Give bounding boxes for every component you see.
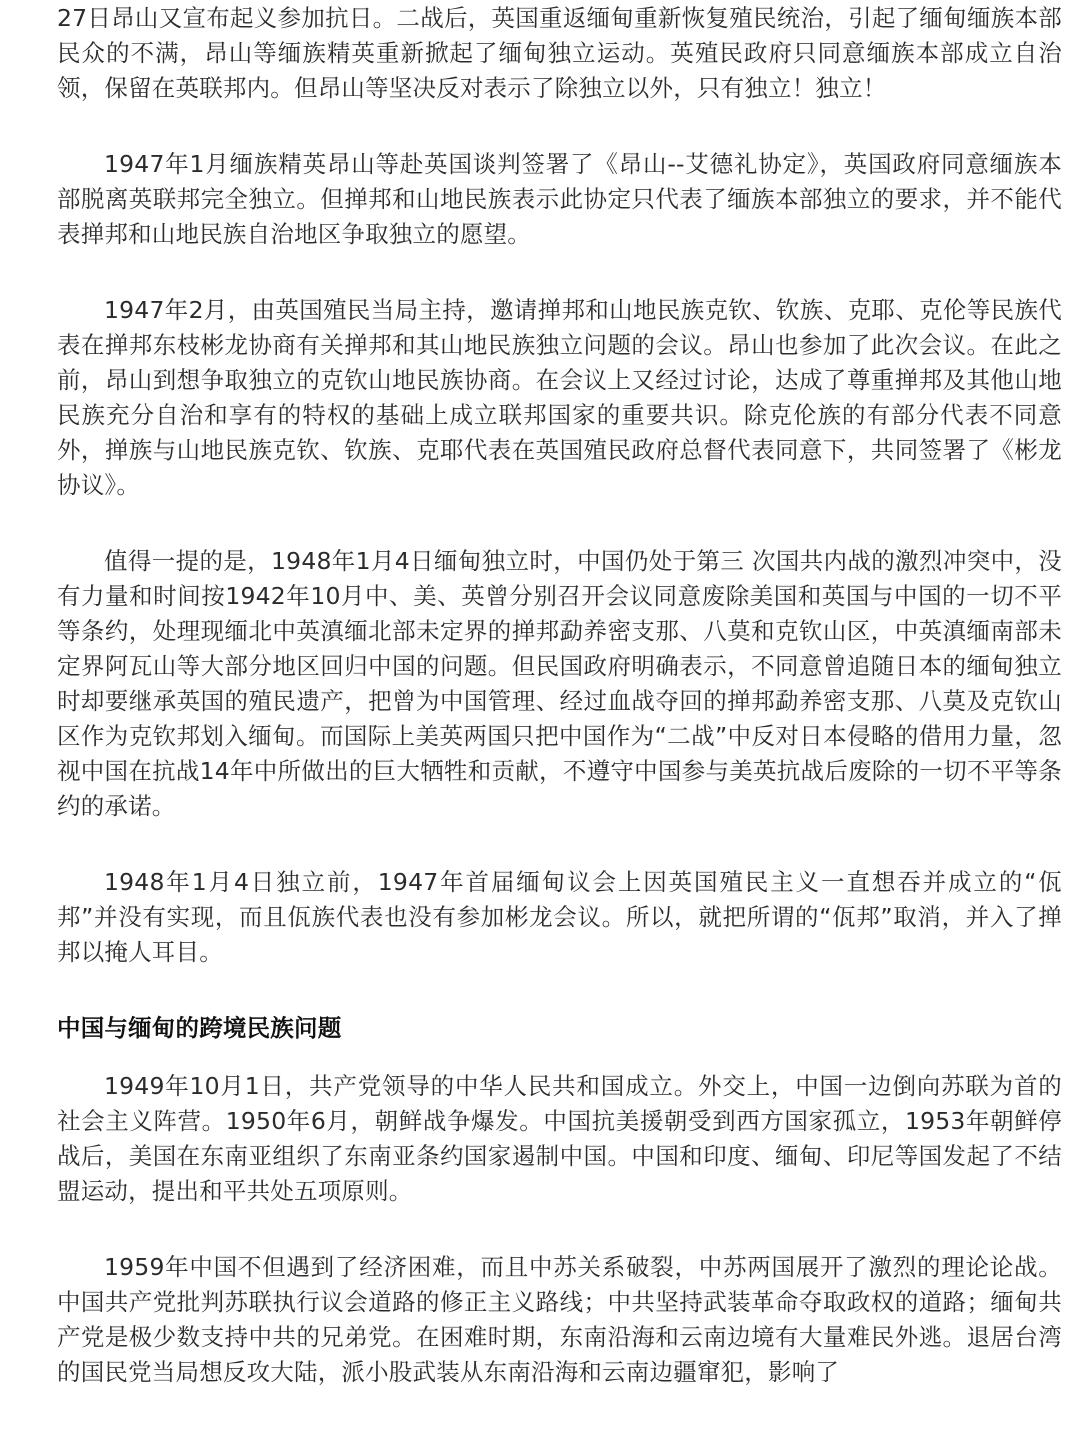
paragraph-wa-state: 1948年1月4日独立前，1947年首届缅甸议会上因英国殖民主义一直想吞并成立的“佤邦”并没有实现，而且佤族代表也没有参加彬龙会议。所以，就把所谓的“佤邦”取消，并入了掸邦以掩人耳目。	[57, 868, 1062, 966]
paragraph-prc-founding: 1949年10月1日，共产党领导的中华人民共和国成立。外交上，中国一边倒向苏联为首的社会主义阵营。1950年6月，朝鲜战争爆发。中国抗美援朝受到西方国家孤立，1953年朝鲜停战后，美国在东南亚组织了东南亚条约国家遏制中国。中国和印度、缅甸、印尼等国发起了不结盟运动，提出和平共处五项原则。	[57, 1072, 1062, 1205]
paragraph-aung-san-attlee-agreement: 1947年1月缅族精英昂山等赴英国谈判签署了《昂山--艾德礼协定》，英国政府同意缅族本部脱离英联邦完全独立。但掸邦和山地民族表示此协定只代表了缅族本部独立的要求，并不能代表掸邦和山地民族自治地区争取独立的愿望。	[57, 150, 1062, 248]
paragraph-panglong-conference: 1947年2月，由英国殖民当局主持，邀请掸邦和山地民族克钦、钦族、克耶、克伦等民族代表在掸邦东枝彬龙协商有关掸邦和其山地民族独立问题的会议。昂山也参加了此次会议。在此之前，昂山到想争取独立的克钦山地民族协商。在会议上又经过讨论，达成了尊重掸邦及其他山地民族充分自治和享有的特权的基础上成立联邦国家的重要共识。除克伦族的有部分代表不同意外，掸族与山地民族克钦、钦族、克耶代表在英国殖民政府总督代表同意下，共同签署了《彬龙协议》。	[57, 296, 1062, 499]
section-heading: 中国与缅甸的跨境民族问题	[57, 1014, 342, 1042]
paragraph-china-civil-war-context: 值得一提的是，1948年1月4日缅甸独立时，中国仍处于第三 次国共内战的激烈冲突中，没有力量和时间按1942年10月中、美、英曾分别召开会议同意废除美国和英国与中国的一切不平等条约，处理现缅北中英滇缅北部未定界的掸邦勐养密支那、八莫和克钦山区，中英滇缅南部未定界阿瓦山等大部分地区回归中国的问题。但民国政府明确表示，不同意曾追随日本的缅甸独立时却要继承英国的殖民遗产，把曾为中国管理、经过血战夺回的掸邦勐养密支那、八莫及克钦山区作为克钦邦划入缅甸。而国际上美英两国只把中国作为“二战”中反对日本侵略的借用力量，忽视中国在抗战14年中所做出的巨大牺牲和贡献，不遵守中国参与美英抗战后废除的一切不平等条约的承诺。	[57, 547, 1062, 820]
paragraph-aung-san-independence: 27日昂山又宣布起义参加抗日。二战后，英国重返缅甸重新恢复殖民统治，引起了缅甸缅族本部民众的不满，昂山等缅族精英重新掀起了缅甸独立运动。英殖民政府只同意缅族本部成立自治领，保留在英联邦内。但昂山等坚决反对表示了除独立以外，只有独立！独立！	[57, 4, 1062, 102]
paragraph-sino-soviet-split: 1959年中国不但遇到了经济困难，而且中苏关系破裂，中苏两国展开了激烈的理论论战。中国共产党批判苏联执行议会道路的修正主义路线；中共坚持武装革命夺取政权的道路；缅甸共产党是极少数支持中共的兄弟党。在困难时期，东南沿海和云南边境有大量难民外逃。退居台湾的国民党当局想反攻大陆，派小股武装从东南沿海和云南边疆窜犯，影响了	[57, 1253, 1062, 1386]
article-body	[57, 0, 1062, 1431]
